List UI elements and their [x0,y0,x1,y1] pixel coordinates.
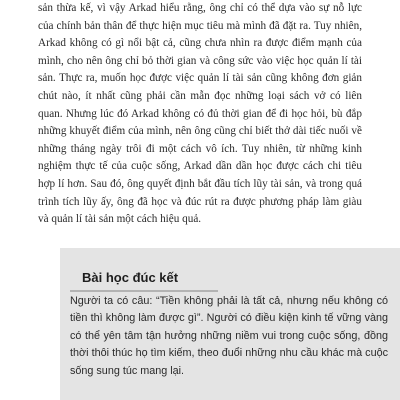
lesson-box [60,248,400,400]
lesson-title-underline [70,290,218,292]
lesson-title: Bài học đúc kết [82,270,179,285]
body-text-block [38,0,362,229]
body-paragraph: sản thừa kế, vì vậy Arkad hiểu rằng, ông chỉ có thể dựa vào sự nỗ lực của chính bản thân để thực hiện mục tiêu mà mình đã đặt ra. Tuy nhiên, Arkad không có gì nổi bật cả, cũng chưa nhìn ra được điểm mạnh của mình, cho nên ông chỉ bỏ thời gian và công sức vào việc học quản lí tài sản. Thực ra, muốn học được việc quản lí tài sản cũng không đơn giản chút nào, ít nhất cũng phải cần mẫn đọc những loại sách vở có liên quan. Nhưng lúc đó Arkad không có đủ thời gian để đi học hỏi, bù đắp những khuyết điểm của mình, nên ông cũng chỉ biết thở dài tiếc nuối về những tháng ngày trôi đi một cách vô ích. Tuy nhiên, từ những kinh nghiệm thực tế của cuộc sống, Arkad dần dần học được cách chi tiêu hợp lí hơn. Sau đó, ông quyết định bắt đầu tích lũy tài sản, và trong quá trình tích lũy ấy, ông đã học và đúc rút ra được phương pháp làm giàu và quản lí tài sản một cách hiệu quả. [38,2,362,226]
lesson-paragraph: Người ta có câu: “Tiền không phải là tất cả, nhưng nếu không có tiền thì không làm được gì”. Người có điều kiện kinh tế vững vàng có thể yên tâm tận hưởng những niềm vui trong cuộc sống, đồng thời thôi thúc họ tìm kiếm, theo đuổi những nhu cầu khác mà cuộc sống sung túc mang lại. [70,295,388,377]
